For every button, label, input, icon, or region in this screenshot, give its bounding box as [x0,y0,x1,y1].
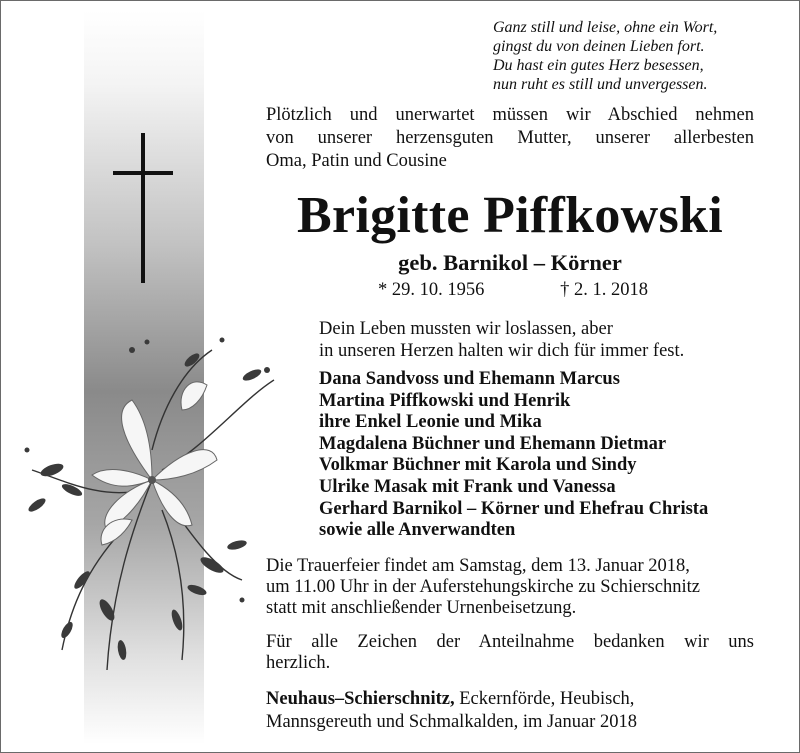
list-item: Magdalena Büchner und Ehemann Dietmar [319,433,667,454]
intro-line: Oma, Patin und Cousine [266,151,447,171]
poem-line: Ganz still und leise, ohne ein Wort, [493,19,718,36]
intro-line: von unserer herzensguten Mutter, unserer allerbesten [266,128,754,148]
deceased-name: Brigitte Piffkowski [297,187,723,244]
poem-line: gingst du von deinen Lieben fort. [493,38,705,55]
birth-date: * 29. 10. 1956 [378,280,485,300]
place-bold: Neuhaus–Schierschnitz, [266,689,455,709]
cross-icon [113,133,173,283]
place-line2: Mannsgereuth und Schmalkalden, im Januar 2018 [266,712,637,732]
list-item: Volkmar Büchner mit Karola und Sindy [319,455,637,476]
thanks-line: herzlich. [266,653,331,673]
list-item: sowie alle Anverwandten [319,520,516,541]
poem [493,18,743,94]
list-item: Ulrike Masak mit Frank und Vanessa [319,476,616,497]
intro-line: Plötzlich und unerwartet müssen wir Abschied nehmen [266,105,754,125]
birth-name: geb. Barnikol – Körner [398,250,622,275]
list-item: ihre Enkel Leonie und Mika [319,412,542,433]
ceremony-line: um 11.00 Uhr in der Auferstehungskirche zu Schierschnitz [266,577,700,597]
list-item: Gerhard Barnikol – Körner und Ehefrau Christa [319,498,709,519]
death-date: † 2. 1. 2018 [560,280,648,300]
lily-bouquet-icon [12,330,282,690]
place-date [266,688,754,734]
quote-line: Dein Leben mussten wir loslassen, aber [319,319,613,339]
quote-line: in unseren Herzen halten wir dich für immer fest. [319,341,685,361]
poem-line: nun ruht es still und unvergessen. [493,76,708,93]
place-rest: Eckernförde, Heubisch, [454,689,635,709]
ceremony-line: statt mit anschließender Urnenbeisetzung. [266,598,577,618]
list-item: Dana Sandvoss und Ehemann Marcus [319,369,620,389]
thanks-text [266,632,754,674]
ceremony-line: Die Trauerfeier findet am Samstag, dem 13. Januar 2018, [266,556,690,576]
intro-text [266,104,754,173]
mourners-list [319,369,708,542]
ceremony-info [266,556,754,619]
poem-line: Du hast ein gutes Herz besessen, [493,57,704,74]
list-item: Martina Piffkowski und Henrik [319,390,571,411]
thanks-line: Für alle Zeichen der Anteilnahme bedanken wir uns [266,632,754,652]
memorial-quote [319,318,684,362]
